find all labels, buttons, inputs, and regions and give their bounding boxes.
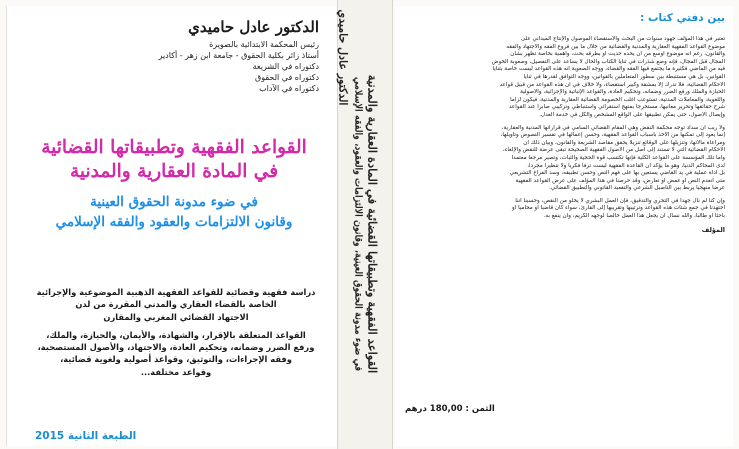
back-cover	[395, 6, 733, 446]
back-text-line: فيه من الماضي فكثيرة ما يجتمع فيها الفقه والقضاء، ووجه الصعوبة أنه هذه القواعد ليست خاصة بثنايا	[492, 66, 725, 73]
back-paragraph	[403, 36, 725, 120]
front-cover	[6, 6, 337, 446]
book-subtitle-line-2: وقانون الالتزامات والعقود والفقه الإسلامي	[55, 214, 293, 230]
back-text-line: عرضا منهجيا يربط بين التأصيل الشرعي والتقعيد القانوني والتطبيق القضائي.	[549, 185, 725, 192]
back-text-line: المجال قبل المجال، فإنه وضع شذرات في ثنايا الكتاب والحال لا يساعد على التفصيل، وصعوبة الخوض	[491, 58, 725, 65]
book-title	[21, 136, 327, 184]
description-line: الاجتهاد القضائي المغربي والمقارن	[103, 311, 249, 322]
back-text-line: تعتبر في هذا المؤلف جهود سنوات من البحث والاستقصاء الموصول والإنتاج الميداني على	[520, 36, 725, 42]
book-subtitle-line-1: في ضوء مدونة الحقوق العينية	[90, 194, 258, 210]
back-text-line: لدى المحاكم الدنيا، وهو ما يؤكد أن القاعدة الفقهية ليست ترفا فكريا ولا تنظيرا مجردا،	[527, 162, 725, 169]
back-text-line: ولا ريب أن سداد توجه محكمة النقض وهي المقام القضائي السامي في قراراتها المدنية والعقارية،	[501, 124, 725, 131]
topics-line: وقواعد مختلفة...	[140, 366, 212, 377]
author-title-line: أستاذ زائر بكلية الحقوق - جامعة ابن زهر - أكادير	[158, 51, 319, 60]
topics-line: ورفع الضرر وضمانه، وتحكيم العادة، والاجتهاد، والأصول المستصحبة،	[37, 342, 315, 353]
book-subtitle	[21, 192, 327, 232]
back-text-line: متى انعدم النص أو غمض أو تعارض، وقد حرصنا في هذا المؤلف على عرض القواعد الفقهية	[515, 177, 725, 184]
back-paragraph	[403, 198, 725, 221]
cover-description	[29, 286, 323, 378]
spine-text	[351, 4, 380, 444]
author-block	[99, 18, 319, 94]
back-text-line: الأحكام القضائية التي لا تستند إلى أصل من الأصول الفقهية الصحيحة تبقى عرضة للنقض والإلغاء،	[502, 147, 725, 154]
back-text-line: الأحكام القضائية، فلا تدرك إلا بمشقة وكبير استقصاء، ولا خلاف في أن هذه القواعد من قبيل قواعد	[499, 81, 725, 88]
back-text-line: وأما تلك المؤسسة على القواعد الكلية فإنها تكتسب قوة الحجية والثبات، وتصير مرجعا معتمدا	[511, 154, 725, 161]
back-cover-heading: بين دفتي كتاب :	[640, 12, 725, 24]
back-paragraph	[403, 125, 725, 193]
back-text-line: باحثا أو طالبا، والله نسأل أن يجعل هذا العمل خالصا لوجهه الكريم، وأن ينفع به.	[543, 213, 725, 220]
back-cover-body	[403, 36, 725, 234]
price-label: الثمن : 180,00 درهم	[405, 404, 495, 414]
book-title-line-1: القواعد الفقهية وتطبيقاتها القضائية	[41, 137, 307, 158]
back-text-line: القوانين، بل هي مستنبطة بين سطور المتعاملين بالقوانين، ووجه التوافق لقدرها في ثنايا	[523, 73, 725, 80]
back-text-line: موضوع القواعد الفقهية العقارية والمدنية والقضائية من خلال ما بين فروع الفقه والاجتهاد والفقه	[506, 43, 725, 50]
author-signature: المؤلف	[701, 225, 725, 234]
back-text-line: بل أداة عملية في يد القاضي يستعين بها على فهم النص وحسن تطبيقه، وسد الفراغ التشريعي	[509, 170, 725, 177]
author-name: الدكتور عادل حاميدي	[188, 18, 319, 36]
topics-line: وفقه الإجراءات، والتوثيق، وقواعد أصولية ولغوية قضائية،	[60, 354, 292, 365]
spine-subtitle: في ضوء مدونة الحقوق العينية، وقانون الالتزامات والعقود، والفقه الإسلامي	[352, 76, 364, 372]
back-text-line: واللغوية، والمعاملات المدنية، تستوعب أغلب الخصومة القضائية العقارية والمدنية، فيكون لزاما	[510, 96, 725, 103]
author-title-line: رئيس المحكمة الابتدائية بالصويرة	[209, 40, 319, 49]
book-spine	[337, 0, 393, 449]
description-line: دراسة فقهية وقضائية للقواعد الفقهية الذهبية الموضوعية والإجرائية	[36, 287, 316, 297]
edition-label: الطبعة الثانية 2015	[35, 430, 137, 442]
back-text-line: اجتهدنا في جمع شتات هذه القواعد وترتيبها وتقريبها إلى القارئ، سواء كان قاضيا أو محاميا أو	[512, 205, 725, 212]
back-text-line: ومراعاة مآلاتها، وتنزيلها على الوقائع تنزيلا يحقق مقاصد الشريعة والقانون، وبيان ذلك أن	[523, 139, 725, 146]
author-title-line: دكتوراه في الآداب	[259, 84, 319, 93]
topics-line: القواعد المتعلقة بالإقرار، والشهادة، والأيمان، والحيازة، والملك،	[46, 329, 306, 340]
back-text-line: إنما يعود إلى تمكنها من الأخذ بأسباب القواعد الفقهية، وحسن إعمالها في تفسير النصوص وتأويلها،	[500, 132, 725, 139]
book-title-line-2: في المادة العقارية والمدنية	[69, 161, 279, 182]
back-text-line: والقانون، رغم أنه موضوع أوسع من أن يحده حديث أو بطرقه بحث، وأهمية بخاصة تظهر بشأن	[510, 51, 725, 58]
spine-title: القواعد الفقهية وتطبيقاتها القضائية في المادة العقارية والمدنية	[365, 74, 380, 374]
back-text-line: الحيازة والملك ورفع الضرر وضمانه، وتحكيم العادة، والقواعد الإثباتية والإجرائية، والأصولية	[520, 89, 725, 96]
back-text-line: وإن كنا لم نأل جهدا في التحري والتدقيق، فإن العمل البشري لا يخلو من النقص، وحسبنا أننا	[515, 197, 725, 204]
author-title-line: دكتوراه في الحقوق	[255, 73, 319, 82]
spine-author: الدكتور عادل حاميدي	[336, 9, 350, 106]
back-text-line: وإيصال الأصول، حتى يمكن تطبيقها على الواقع المشخص والكل في خدمة العدل.	[539, 111, 725, 118]
back-text-line: شرح حقائقها وتحرير معانيها، مستخرجا بمنهج استقرائي واستنباطي وتركيبي صابرا عند القواعد	[508, 104, 725, 111]
author-title-line: دكتوراه في الشريعة	[252, 62, 319, 71]
description-line: الخاصة بالقضاء العقاري والمدني المقررة من لدن	[75, 299, 277, 310]
